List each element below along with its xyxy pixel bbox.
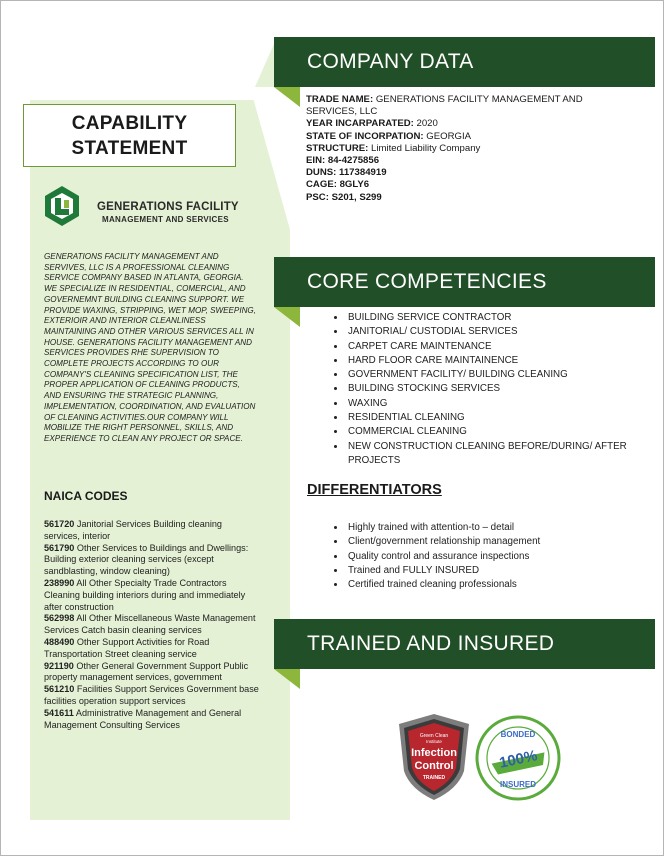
- badge-top-text: BONDED: [500, 730, 536, 739]
- trained-insured-heading: TRAINED AND INSURED: [274, 619, 655, 669]
- differentiator-item: • Trained and FULLY INSURED: [346, 564, 646, 578]
- psc-value: PSC: S201, S299: [306, 191, 382, 203]
- naica-code: 238990: [44, 577, 75, 588]
- logo-tagline: MANAGEMENT AND SERVICES: [102, 215, 229, 224]
- statement-line: STATEMENT: [71, 138, 188, 159]
- naica-description: Facilities Support Services Government base facilities operation support services: [44, 684, 259, 706]
- ein-row: [306, 155, 636, 167]
- company-data-block: [306, 94, 636, 204]
- competency-item: • COMMERCIAL CLEANING: [346, 425, 646, 439]
- shield-word2: Control: [414, 760, 454, 772]
- naica-code-item: [44, 613, 259, 637]
- state-label: STATE OF INCORPATION:: [306, 130, 424, 142]
- naica-code: 561790: [44, 542, 75, 553]
- logo-company-name: GENERATIONS FACILITY: [97, 201, 239, 213]
- naica-description: Other Services to Buildings and Dwellings: Building exterior cleaning services (except sandblasting, window cleaning): [44, 542, 249, 577]
- differentiators-heading: DIFFERENTIATORS: [307, 482, 442, 498]
- naica-code-item: [44, 637, 259, 661]
- naica-code-item: [44, 578, 259, 613]
- differentiator-item: • Highly trained with attention-to – detail: [346, 521, 646, 535]
- bonded-insured-badge-icon: [475, 715, 561, 801]
- cage-value: CAGE: 8GLY6: [306, 179, 370, 191]
- naica-code: 541611: [44, 707, 74, 718]
- naica-code: 488490: [44, 636, 75, 647]
- competency-item: • HARD FLOOR CARE MAINTAINENCE: [346, 354, 646, 368]
- competency-item: • BUILDING STOCKING SERVICES: [346, 382, 646, 396]
- naica-description: All Other Specialty Trade Contractors Cleaning building interiors during and immediately after construction: [44, 577, 246, 612]
- year-label: YEAR INCARPARATED:: [306, 118, 414, 130]
- differentiator-item: • Certified trained cleaning professionals: [346, 578, 646, 592]
- naica-code-item: [44, 543, 259, 578]
- state-row: [306, 131, 636, 143]
- naica-code: 562998: [44, 613, 75, 624]
- naica-code: 561720: [44, 519, 75, 529]
- company-logo-icon: [45, 186, 79, 226]
- naica-description: Other Support Activities for Road Transportation Street cleaning service: [44, 636, 210, 659]
- differentiator-item: • Client/government relationship management: [346, 535, 646, 549]
- year-row: [306, 118, 636, 130]
- company-data-heading: COMPANY DATA: [274, 37, 655, 87]
- badge-percent: 100%: [497, 747, 539, 772]
- trade-name-label: TRADE NAME:: [306, 94, 374, 105]
- capability-line: CAPABILITY: [71, 113, 188, 134]
- duns-value: DUNS: 117384919: [306, 167, 387, 179]
- infection-control-shield-icon: [398, 713, 470, 801]
- shield-status: TRAINED: [422, 775, 446, 781]
- core-competencies-heading: CORE COMPETENCIES: [274, 257, 655, 307]
- band-fold: [274, 87, 300, 107]
- cage-row: [306, 179, 636, 191]
- naica-description: Other General Government Support Public property management services, government: [44, 660, 249, 683]
- competency-item: • BUILDING SERVICE CONTRACTOR: [346, 311, 646, 325]
- naica-description: Janitorial Services Building cleaning services, interior: [44, 519, 222, 541]
- naica-code-item: [44, 519, 259, 543]
- naica-code-item: [44, 684, 259, 708]
- duns-row: [306, 167, 636, 179]
- state-value: GEORGIA: [426, 130, 472, 142]
- naica-code-item: [44, 661, 259, 685]
- naica-code: 921190: [44, 660, 74, 671]
- competency-item: • NEW CONSTRUCTION CLEANING BEFORE/DURING/ AFTER PROJECTS: [346, 440, 646, 469]
- competency-item: • JANITORIAL/ CUSTODIAL SERVICES: [346, 325, 646, 339]
- structure-value: Limited Liability Company: [371, 142, 481, 154]
- shield-org-line2: Institute: [426, 739, 442, 744]
- naica-description: Administrative Management and General Management Consulting Services: [44, 707, 242, 730]
- trade-name-row: [306, 94, 636, 118]
- differentiators-list: [308, 521, 646, 592]
- trade-name-value: GENERATIONS FACILITY MANAGEMENT AND SERVICES, LLC: [306, 94, 583, 118]
- structure-row: [306, 143, 636, 155]
- core-competencies-list: [308, 311, 646, 468]
- shield-word1: Infection: [411, 747, 457, 759]
- competency-item: • WAXING: [346, 397, 646, 411]
- naica-code-item: [44, 708, 259, 732]
- year-value: 2020: [416, 118, 438, 130]
- competency-item: • GOVERNMENT FACILITY/ BUILDING CLEANING: [346, 368, 646, 382]
- naica-codes-heading: NAICA CODES: [44, 489, 128, 503]
- naica-description: All Other Miscellaneous Waste Management Services Catch basin cleaning services: [44, 613, 256, 636]
- competency-item: • CARPET CARE MAINTENANCE: [346, 340, 646, 354]
- naica-code: 561210: [44, 684, 75, 695]
- badge-bottom-text: INSURED: [499, 780, 537, 789]
- capability-statement-box: [23, 104, 236, 167]
- ein-value: EIN: 84-4275856: [306, 155, 380, 167]
- psc-row: [306, 192, 636, 204]
- differentiator-item: • Quality control and assurance inspections: [346, 550, 646, 564]
- structure-label: STRUCTURE:: [306, 142, 369, 154]
- shield-org-line1: Green Clean: [419, 733, 449, 739]
- naica-codes-list: [44, 519, 259, 731]
- competency-item: • RESIDENTIAL CLEANING: [346, 411, 646, 425]
- company-description: GENERATIONS FACILITY MANAGEMENT AND SERVIVES, LLC IS A PROFESSIONAL CLEANING SERVICE COMPANY BASED IN ATLANTA, GEORGIA. WE SPECIALIZE IN RESIDENTIAL, COMERCIAL, AND GOVERNEMNT BUILDING CLEANING SUPPORT. WE PROVIDE WAXING, STRIPPING, WET MOP, SWEEPING, EXTERIOIR AND INTERIOR CLEANLINESS MAINTAINING AND OTHER VARIOUS SERVICES ALL IN HOUSE. GENERATIONS FACILITY MANAGEMENT AND SERVICES PROVIDES RHE SUPERVISION TO COMPLETE PROJECTS ACCORDING TO OUR COMPANY'S CLEANING SPECIFICATION LIST, THE PROPER APPLICATION OF CLEANING PRODUCTS, AND ENSURING THE STRATEGIC PLANNING, IMPLEMENTATION, COORDINATION, AND EVALUATION OF CLEANING ACTIVITIES.OUR COMPANY WILL MOBILIZE THE RIGHT PERSONNEL, SKILLS, AND EXPERIENCE TO CLEAN ANY PROJECT OR SPACE.: [44, 252, 256, 443]
